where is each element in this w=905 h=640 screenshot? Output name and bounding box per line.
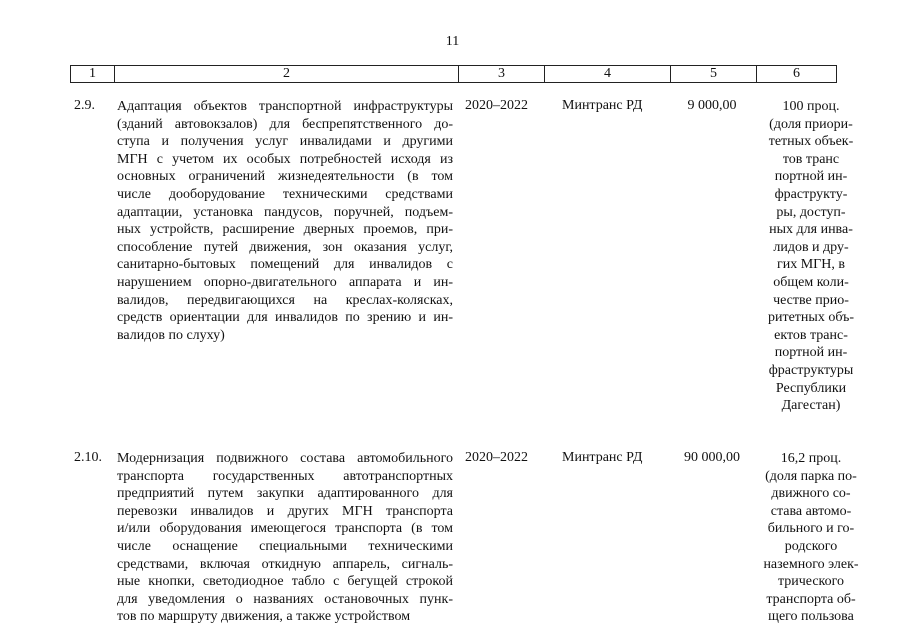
row-description <box>117 98 453 344</box>
target-line: гих МГН, в <box>777 257 845 273</box>
page-number: 11 <box>445 34 460 49</box>
description-line: числе оснащение специальными техническими <box>117 538 453 554</box>
target-line: транспорта об- <box>766 591 856 607</box>
row-description <box>117 450 453 626</box>
header-cell-1: 1 <box>70 65 114 83</box>
target-line: лидов и дру- <box>773 239 849 255</box>
target-line: ры, доступ- <box>776 204 846 220</box>
table-header-row <box>70 65 837 83</box>
target-line: тов транс <box>782 151 840 167</box>
target-line: фраструкту- <box>774 186 848 202</box>
header-cell-3: 3 <box>458 65 544 83</box>
description-line: предприятий путем закупки адаптированного для <box>117 486 453 502</box>
target-line: ектов транс- <box>774 327 848 343</box>
description-line: основных ограничений жизнедеятельности (в том <box>117 169 453 185</box>
row-target-indicator <box>752 450 870 626</box>
target-line: честве прио- <box>773 292 849 308</box>
description-line: средств ориентации для инвалидов по зрению и ин- <box>117 310 453 326</box>
target-line: родского <box>784 538 838 554</box>
row-years: 2020–2022 <box>465 98 528 113</box>
description-line: МГН с учетом их особых потребностей исходя из <box>117 151 453 167</box>
target-line: (доля парка по- <box>765 468 857 484</box>
description-line: валидов по слуху) <box>117 327 225 343</box>
description-line: валидов, передвигающихся на креслах-колясках, <box>117 292 453 308</box>
description-line: (зданий автовокзалов) для беспрепятственного до- <box>117 116 453 132</box>
target-line: щего пользова <box>768 609 854 625</box>
description-line: транспорта государственных автотранспортных <box>117 468 453 484</box>
target-line: наземного элек- <box>763 556 859 572</box>
target-line: общем коли- <box>773 274 849 290</box>
row-number: 2.10. <box>74 450 102 465</box>
row-amount: 9 000,00 <box>687 98 737 113</box>
target-line: става автомо- <box>770 503 852 519</box>
description-line: Модернизация подвижного состава автомобильного <box>117 451 453 466</box>
target-line: 100 проц. <box>782 99 840 114</box>
description-line: перевозки инвалидов и других МГН транспорта <box>117 503 453 519</box>
row-target-indicator <box>752 98 870 415</box>
target-line: тетных объек- <box>768 134 854 150</box>
description-line: адаптации, установка пандусов, поручней, подъем- <box>117 204 453 220</box>
row-years: 2020–2022 <box>465 450 528 465</box>
header-cell-2: 2 <box>114 65 458 83</box>
description-line: тов по маршруту движения, а также устройством <box>117 609 411 625</box>
description-line: санитарно-бытовых помещений для инвалидов с <box>117 257 453 273</box>
description-line: ных устройств, расширение дверных проемов, при- <box>117 222 453 238</box>
description-line: нарушением опорно-двигательного аппарата и ин- <box>117 274 453 290</box>
row-executor: Минтранс РД <box>562 450 643 465</box>
description-line: средствами, включая откидную аппарель, сигналь- <box>117 556 453 572</box>
target-line: трического <box>777 574 845 590</box>
target-line: ритетных объ- <box>767 310 855 326</box>
target-line: ных для инва- <box>769 222 853 238</box>
row-amount: 90 000,00 <box>684 450 740 465</box>
description-line: для уведомления о названиях остановочных пунк- <box>117 591 453 607</box>
row-executor: Минтранс РД <box>562 98 643 113</box>
target-line: портной ин- <box>774 169 848 185</box>
header-cell-5: 5 <box>670 65 756 83</box>
description-line: и/или оборудования имеющегося транспорта (в том <box>117 521 453 537</box>
row-number: 2.9. <box>74 98 95 113</box>
target-line: Дагестан) <box>781 398 841 414</box>
target-line: портной ин- <box>774 345 848 361</box>
description-line: ступа и получения услуг инвалидами и другими <box>117 134 453 150</box>
target-line: Республики <box>775 380 847 396</box>
header-cell-6: 6 <box>756 65 837 83</box>
target-line: бильного и го- <box>767 521 855 537</box>
header-cell-4: 4 <box>544 65 670 83</box>
description-line: числе дооборудование техническими средствами <box>117 186 453 202</box>
target-line: фраструктуры <box>768 362 854 378</box>
description-line: ные кнопки, светодиодное табло с бегущей строкой <box>117 574 453 590</box>
target-line: (доля приори- <box>769 116 853 132</box>
target-line: 16,2 проц. <box>780 451 842 466</box>
description-line: способление путей движения, зон оказания услуг, <box>117 239 453 255</box>
target-line: движного со- <box>771 486 851 502</box>
description-line: Адаптация объектов транспортной инфраструктуры <box>117 99 453 114</box>
